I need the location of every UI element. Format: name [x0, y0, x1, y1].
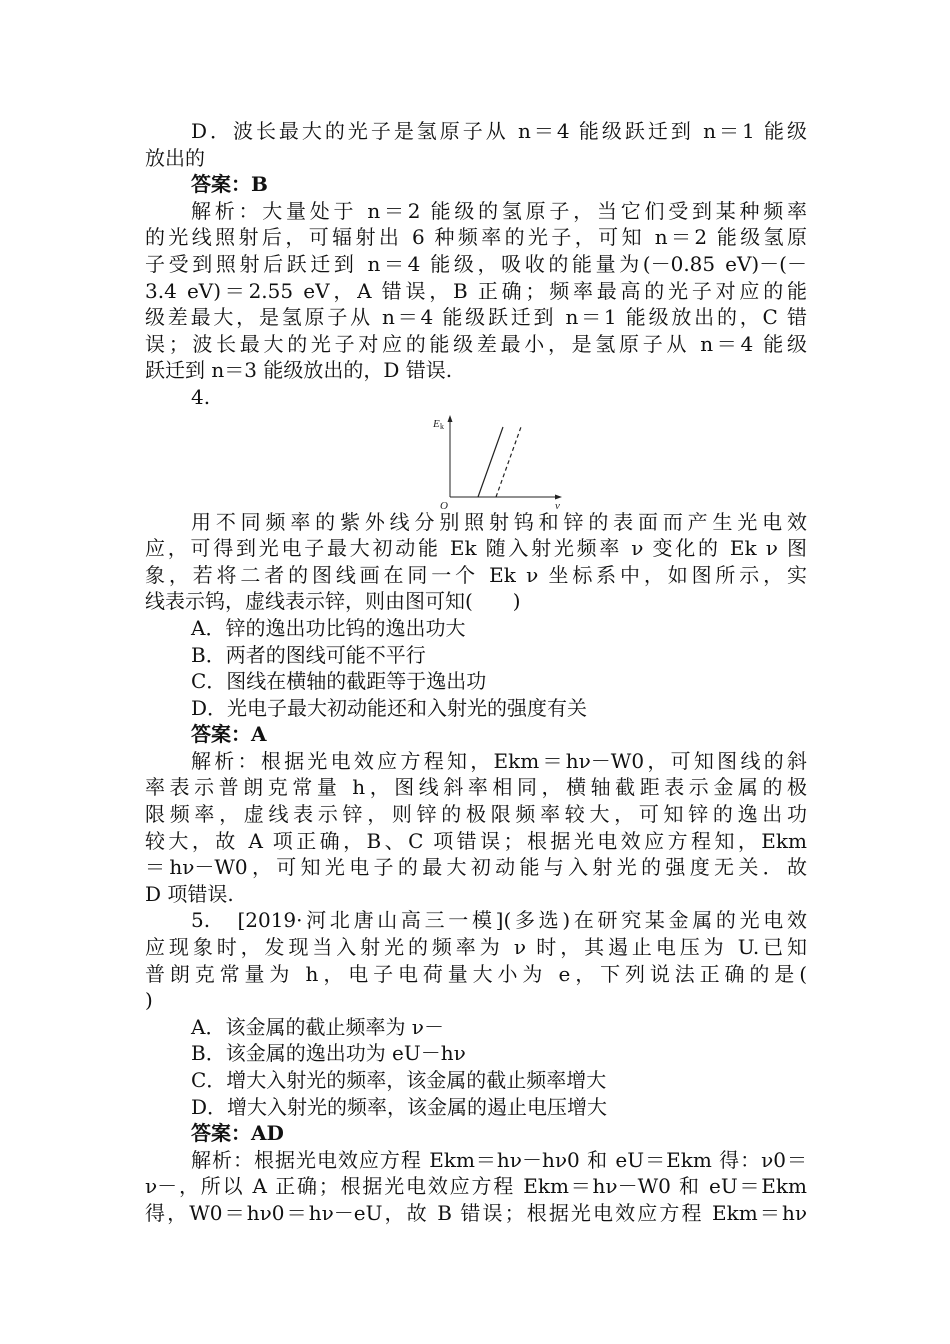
text-line: )	[145, 988, 153, 1013]
text-line: D．增大入射光的频率，该金属的遏止电压增大	[191, 1094, 608, 1119]
text-line: D．波长最大的光子是氢原子从 n＝4 能级跃迁到 n＝1 能级	[191, 119, 807, 143]
text-line: D 项错误.	[145, 881, 234, 906]
text-line: 用不同频率的紫外线分别照射钨和锌的表面而产生光电效	[191, 509, 807, 534]
text-line: ＝hν－W0，可知光电子的最大初动能与入射光的强度无关．故	[145, 855, 807, 880]
text-line: 象，若将二者的图线画在同一个 Ek ν 坐标系中，如图所示，实	[145, 562, 807, 587]
text-line: 解析：根据光电效应方程 Ekm＝hν－hν0 和 eU＝Ekm 得：ν0＝	[191, 1147, 807, 1172]
text-line: B．该金属的逸出功为 eU－hν	[191, 1041, 466, 1066]
text-line: 普朗克常量为 h，电子电荷量大小为 e，下列说法正确的是(	[145, 961, 807, 986]
text-line: 5. [2019·河北唐山高三一模](多选)在研究某金属的光电效	[191, 908, 807, 933]
text-line: 较大，故 A 项正确，B、C 项错误；根据光电效应方程知，Ekm	[145, 828, 807, 853]
text-line: B．两者的图线可能不平行	[191, 642, 426, 667]
text-line: 答案：A	[191, 722, 267, 747]
y-axis-label: E	[433, 417, 440, 430]
text-line: A．锌的逸出功比钨的逸出功大	[191, 615, 466, 640]
text-line: 得，W0＝hν0＝hν－eU，故 B 错误；根据光电效应方程 Ekm＝hν	[145, 1200, 807, 1225]
text-line: 线表示钨，虚线表示锌，则由图可知( )	[145, 589, 521, 614]
x-axis-arrow	[555, 494, 562, 499]
y-axis-arrow	[448, 415, 453, 422]
text-line: 4.	[191, 384, 211, 409]
ek-nu-graph	[430, 413, 570, 509]
text-line: 级差最大，是氢原子从 n＝4 能级跃迁到 n＝1 能级放出的，C 错	[145, 305, 807, 330]
text-line: 答案：B	[191, 172, 268, 197]
text-line: 的光线照射后，可辐射出 6 种频率的光子，可知 n＝2 能级氢原	[145, 225, 807, 250]
text-line: 应，可得到光电子最大初动能 Ek 随入射光频率 ν 变化的 Ek ν 图	[145, 536, 807, 561]
text-line: 答案：AD	[191, 1121, 284, 1146]
text-line: 解析：根据光电效应方程知，Ekm＝hν－W0，可知图线的斜	[191, 748, 807, 773]
y-axis-sub: k	[440, 421, 444, 431]
text-line: 跃迁到 n＝3 能级放出的，D 错误.	[145, 358, 453, 383]
ek-nu-figure	[145, 413, 807, 509]
text-block-bottom	[145, 509, 807, 1227]
text-line: 率表示普朗克常量 h，图线斜率相同，横轴截距表示金属的极	[145, 775, 807, 800]
text-line: D．光电子最大初动能还和入射光的强度有关	[191, 695, 588, 720]
document-page	[145, 118, 807, 1227]
text-line: C．图线在横轴的截距等于逸出功	[191, 669, 487, 694]
text-block-top	[145, 118, 807, 411]
text-line: 限频率，虚线表示锌，则锌的极限频率较大，可知锌的逸出功	[145, 802, 807, 827]
text-line: 3.4 eV)＝2.55 eV，A 错误，B 正确；频率最高的光子对应的能	[145, 278, 807, 303]
text-line: 解析：大量处于 n＝2 能级的氢原子，当它们受到某种频率	[191, 198, 807, 223]
text-line: 放出的	[145, 145, 205, 170]
text-line: 应现象时，发现当入射光的频率为 ν 时，其遏止电压为 U.已知	[145, 935, 807, 960]
text-line: 误；波长最大的光子对应的能级差最小，是氢原子从 n＝4 能级	[145, 331, 807, 356]
text-line: A．该金属的截止频率为 ν－	[191, 1014, 444, 1039]
text-line: C．增大入射光的频率，该金属的截止频率增大	[191, 1068, 607, 1092]
origin-label: O	[440, 499, 448, 509]
text-line: ν－，所以 A 正确；根据光电效应方程 Ekm＝hν－W0 和 eU＝Ekm	[145, 1174, 807, 1199]
x-axis-label: ν	[555, 499, 560, 509]
text-line: 子受到照射后跃迁到 n＝4 能级，吸收的能量为(－0.85 eV)－(－	[145, 251, 807, 276]
